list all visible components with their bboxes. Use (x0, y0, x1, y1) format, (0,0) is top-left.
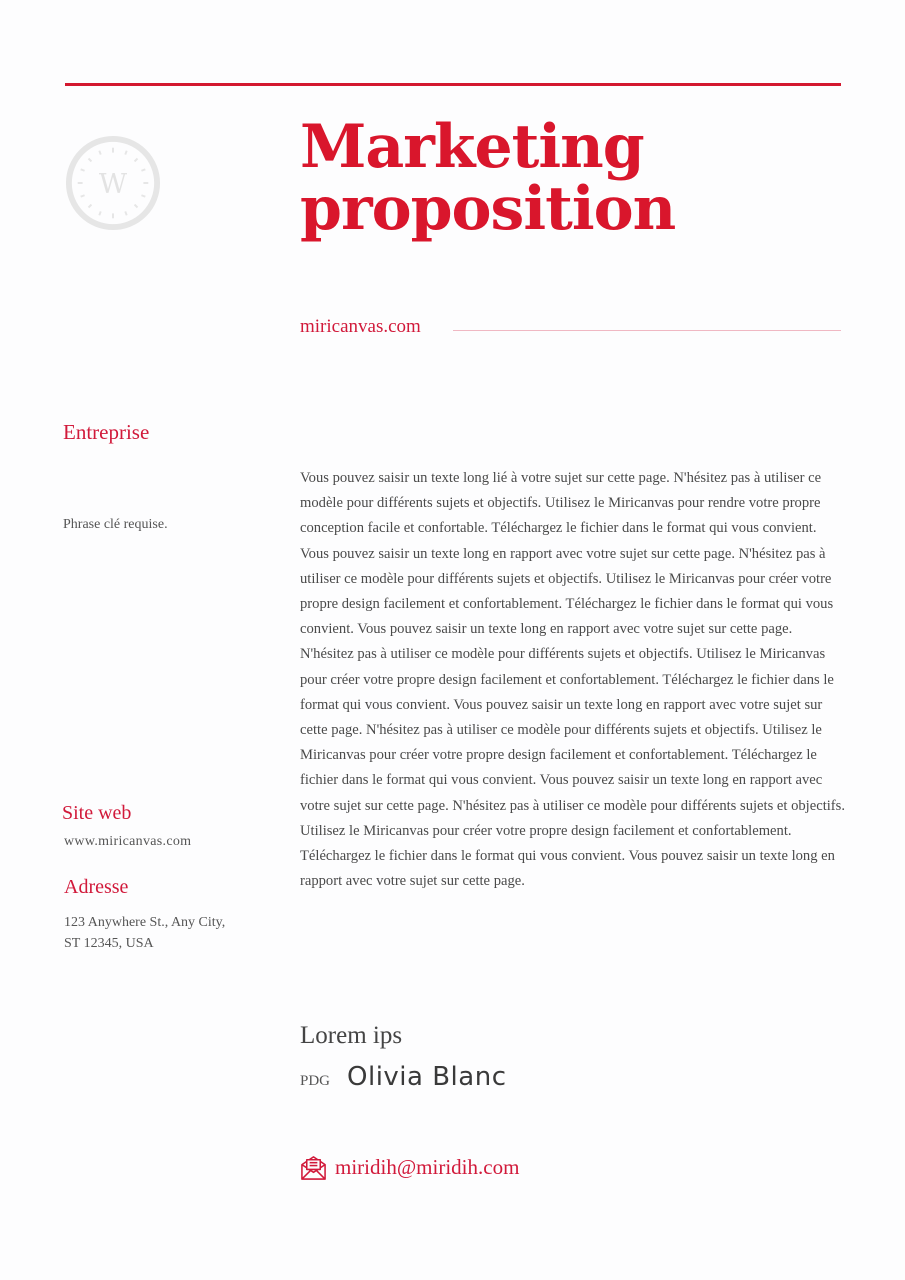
signature-name: Olivia Blanc (347, 1062, 507, 1092)
website-header-link[interactable]: miricanvas.com (300, 316, 421, 337)
signature-company: Lorem ips (300, 1022, 403, 1049)
website-value: www.miricanvas.com (64, 834, 192, 849)
website-label: Site web (62, 802, 132, 824)
title-line-1: Marketing (300, 112, 644, 182)
address-line-2: ST 12345, USA (64, 936, 154, 951)
email-link[interactable]: miridih@miridih.com (335, 1155, 520, 1179)
email-contact (300, 1154, 519, 1181)
address-label: Adresse (64, 876, 129, 898)
body-paragraph: Vous pouvez saisir un texte long lié à votre sujet sur cette page. N'hésitez pas à utiliser ce modèle pour différents sujets et objectifs. Utilisez le Miricanvas pour rendre votre propre conception facile et confortable. Téléchargez le fichier dans le format qui vous convient. Vous pouvez saisir un texte long en rapport avec votre sujet sur cette page. N'hésitez pas à utiliser ce modèle pour différents sujets et objectifs. Utilisez le Miricanvas pour créer votre propre design facilement et confortablement. Téléchargez le fichier dans le format qui vous convient. Vous pouvez saisir un texte long en rapport avec votre sujet sur cette page. N'hésitez pas à utiliser ce modèle pour différents sujets et objectifs. Utilisez le Miricanvas pour créer votre propre design facilement et confortablement. Téléchargez le fichier dans le format qui vous convient. Vous pouvez saisir un texte long en rapport avec votre sujet sur cette page. N'hésitez pas à utiliser ce modèle pour différents sujets et objectifs. Utilisez le Miricanvas pour créer votre propre design facilement et confortablement. Téléchargez le fichier dans le format qui vous convient. Vous pouvez saisir un texte long en rapport avec votre sujet sur cette page. N'hésitez pas à utiliser ce modèle pour différents sujets et objectifs. Utilisez le Miricanvas pour créer votre propre design facilement et confortablement. Téléchargez le fichier dans le format qui vous convient. Vous pouvez saisir un texte long en rapport avec votre sujet sur cette page. (300, 470, 845, 890)
company-value: Phrase clé requise. (63, 517, 168, 532)
website-divider (453, 330, 841, 331)
address-line-1: 123 Anywhere St., Any City, (64, 915, 226, 930)
document-title (300, 112, 840, 244)
svg-text:W: W (98, 168, 128, 200)
title-line-2: proposition (300, 174, 676, 244)
signature-role: PDG (300, 1073, 331, 1089)
address-value (64, 912, 225, 954)
top-divider (65, 83, 841, 86)
company-label: Entreprise (63, 420, 150, 444)
compass-w-logo-icon (64, 134, 162, 232)
envelope-letter-icon (300, 1154, 327, 1181)
